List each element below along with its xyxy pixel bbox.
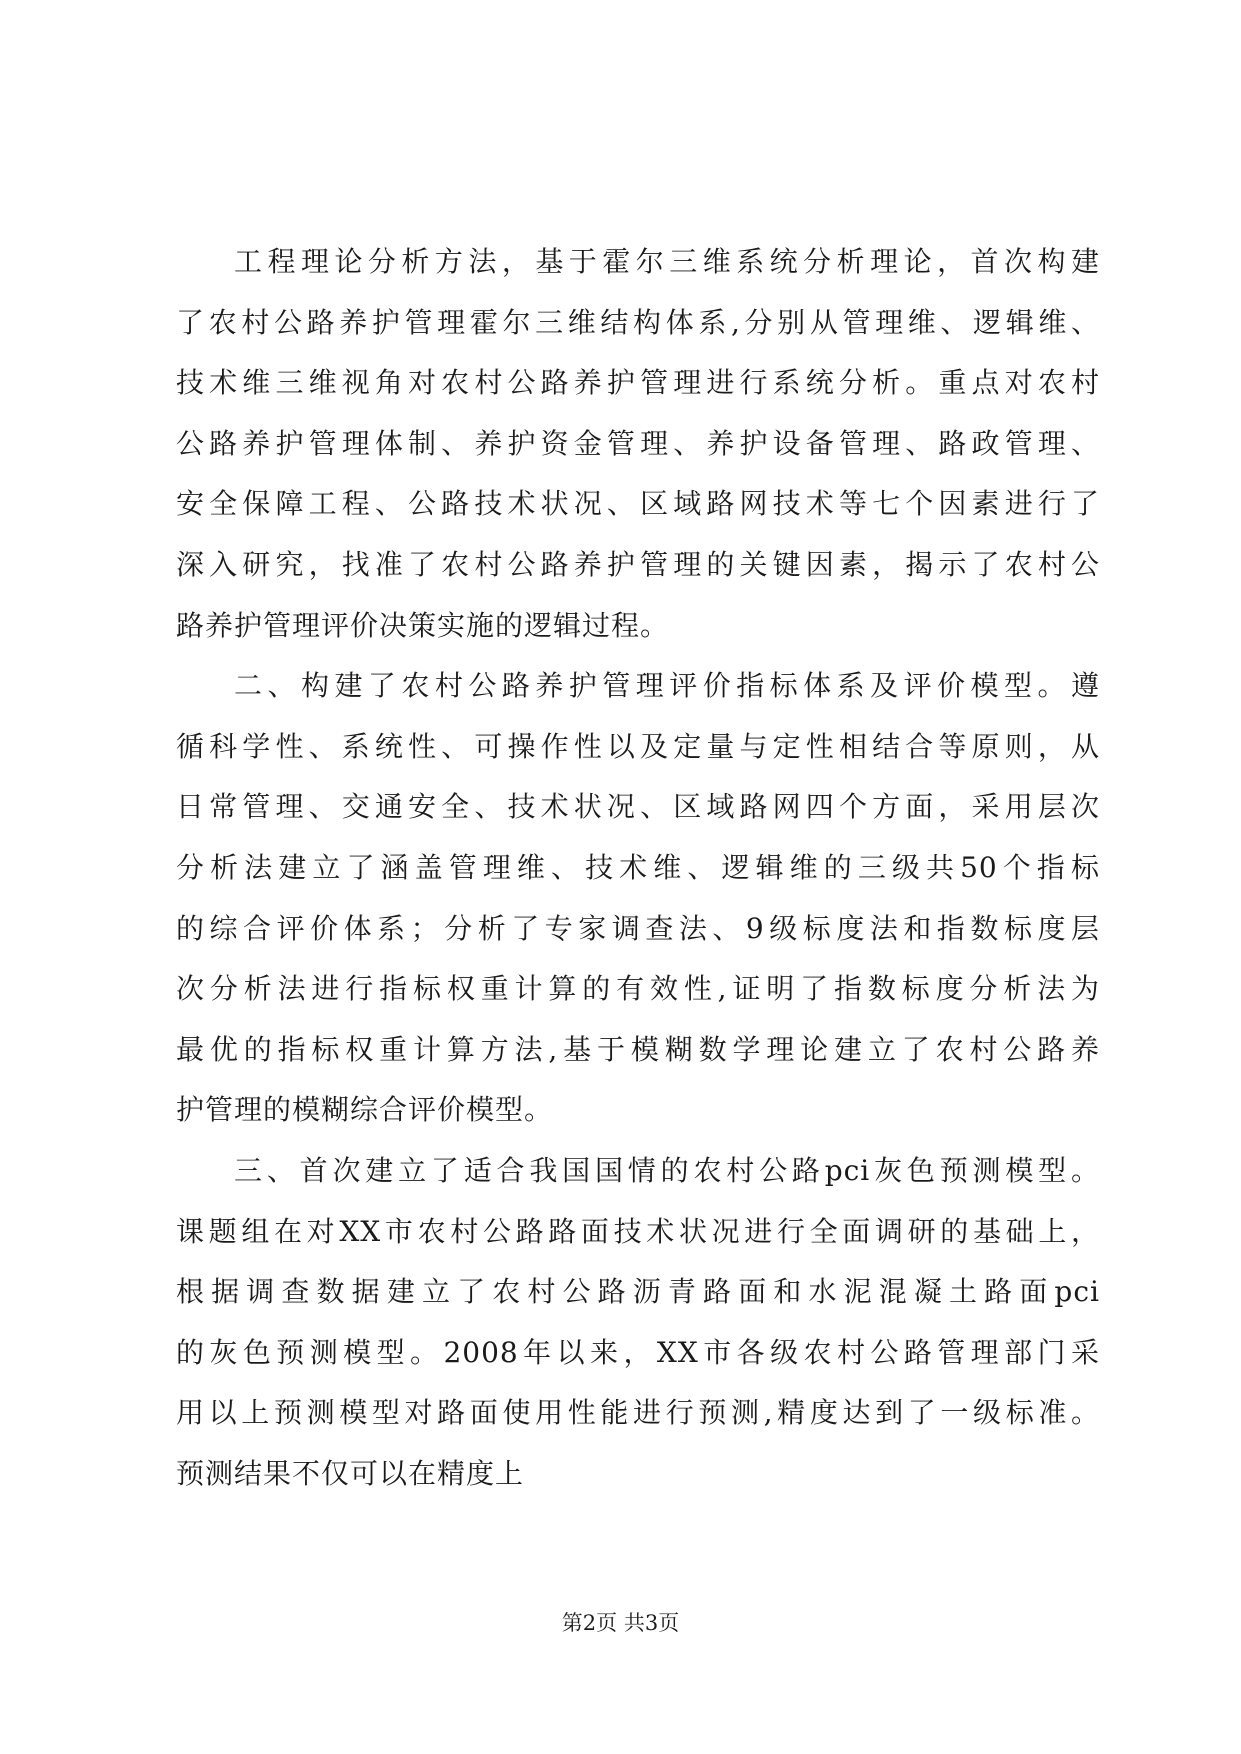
text-line: 用以上预测模型对路面使用性能进行预测,精度达到了一级标准。	[176, 1396, 1100, 1430]
text-line: 三、首次建立了适合我国国情的农村公路pci灰色预测模型。	[234, 1153, 1100, 1187]
text-line: 的综合评价体系；分析了专家调查法、9级标度法和指数标度层	[176, 911, 1100, 945]
text-line: 路养护管理评价决策实施的逻辑过程。	[176, 608, 670, 642]
text-line: 深入研究，找准了农村公路养护管理的关键因素，揭示了农村公	[176, 547, 1100, 581]
text-line: 工程理论分析方法，基于霍尔三维系统分析理论，首次构建	[234, 245, 1100, 278]
text-line: 根据调查数据建立了农村公路沥青路面和水泥混凝土路面pci	[176, 1275, 1100, 1309]
text-line: 最优的指标权重计算方法,基于模糊数学理论建立了农村公路养	[176, 1032, 1100, 1066]
text-line: 预测结果不仅可以在精度上	[176, 1456, 525, 1490]
text-line: 次分析法进行指标权重计算的有效性,证明了指数标度分析法为	[176, 972, 1100, 1006]
text-line: 循科学性、系统性、可操作性以及定量与定性相结合等原则，从	[176, 729, 1100, 763]
text-line: 二、构建了农村公路养护管理评价指标体系及评价模型。遵	[234, 669, 1100, 703]
text-line: 课题组在对XX市农村公路路面技术状况进行全面调研的基础上，	[176, 1214, 1100, 1248]
text-line: 护管理的模糊综合评价模型。	[176, 1093, 554, 1127]
text-line: 安全保障工程、公路技术状况、区域路网技术等七个因素进行了	[176, 487, 1100, 521]
text-line: 公路养护管理体制、养护资金管理、养护设备管理、路政管理、	[176, 426, 1100, 460]
document-body	[176, 232, 1100, 1504]
page-footer: 第2页 共3页	[561, 1611, 680, 1635]
text-line: 的灰色预测模型。2008年以来，XX市各级农村公路管理部门采	[176, 1335, 1100, 1369]
text-line: 日常管理、交通安全、技术状况、区域路网四个方面，采用层次	[176, 790, 1100, 824]
text-line: 技术维三维视角对农村公路养护管理进行系统分析。重点对农村	[176, 366, 1100, 400]
text-line: 分析法建立了涵盖管理维、技术维、逻辑维的三级共50个指标	[176, 850, 1100, 884]
text-line: 了农村公路养护管理霍尔三维结构体系,分别从管理维、逻辑维、	[176, 305, 1100, 339]
